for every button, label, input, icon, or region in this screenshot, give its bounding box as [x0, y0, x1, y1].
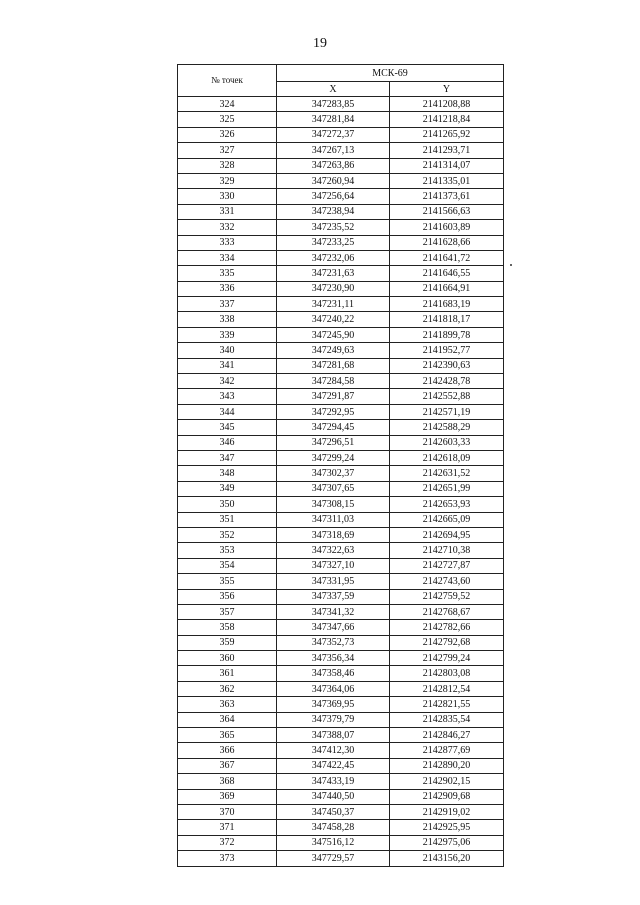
y-coordinate-cell: 2141952,77 — [390, 343, 504, 358]
y-coordinate-cell: 2141373,61 — [390, 189, 504, 204]
point-number-cell: 339 — [178, 327, 277, 342]
x-coordinate-cell: 347327,10 — [277, 558, 390, 573]
point-number-cell: 373 — [178, 851, 277, 866]
x-coordinate-cell: 347260,94 — [277, 173, 390, 188]
y-coordinate-cell: 2142653,93 — [390, 497, 504, 512]
table-row — [178, 435, 504, 450]
table-row — [178, 681, 504, 696]
y-coordinate-cell: 2142768,67 — [390, 604, 504, 619]
point-number-cell: 364 — [178, 712, 277, 727]
x-coordinate-cell: 347412,30 — [277, 743, 390, 758]
y-coordinate-cell: 2141293,71 — [390, 143, 504, 158]
scan-speck — [510, 264, 512, 266]
table-row — [178, 374, 504, 389]
y-coordinate-cell: 2142727,87 — [390, 558, 504, 573]
table-row — [178, 158, 504, 173]
x-coordinate-cell: 347337,59 — [277, 589, 390, 604]
point-number-cell: 345 — [178, 420, 277, 435]
header-point-number: № точек — [178, 65, 277, 97]
coordinates-table — [177, 64, 504, 867]
x-coordinate-cell: 347245,90 — [277, 327, 390, 342]
table-row — [178, 112, 504, 127]
y-coordinate-cell: 2141335,01 — [390, 173, 504, 188]
x-coordinate-cell: 347299,24 — [277, 450, 390, 465]
point-number-cell: 366 — [178, 743, 277, 758]
x-coordinate-cell: 347356,34 — [277, 651, 390, 666]
table-row — [178, 851, 504, 866]
x-coordinate-cell: 347267,13 — [277, 143, 390, 158]
point-number-cell: 351 — [178, 512, 277, 527]
point-number-cell: 367 — [178, 758, 277, 773]
table-row — [178, 127, 504, 142]
y-coordinate-cell: 2142803,08 — [390, 666, 504, 681]
table-body — [178, 97, 504, 867]
table-row — [178, 712, 504, 727]
table-row — [178, 204, 504, 219]
x-coordinate-cell: 347358,46 — [277, 666, 390, 681]
point-number-cell: 336 — [178, 281, 277, 296]
x-coordinate-cell: 347341,32 — [277, 604, 390, 619]
x-coordinate-cell: 347433,19 — [277, 774, 390, 789]
table-row — [178, 220, 504, 235]
y-coordinate-cell: 2142552,88 — [390, 389, 504, 404]
table-row — [178, 635, 504, 650]
point-number-cell: 332 — [178, 220, 277, 235]
x-coordinate-cell: 347272,37 — [277, 127, 390, 142]
y-coordinate-cell: 2141218,84 — [390, 112, 504, 127]
x-coordinate-cell: 347379,79 — [277, 712, 390, 727]
y-coordinate-cell: 2142390,63 — [390, 358, 504, 373]
table-row — [178, 774, 504, 789]
table-row — [178, 266, 504, 281]
x-coordinate-cell: 347292,95 — [277, 404, 390, 419]
y-coordinate-cell: 2142759,52 — [390, 589, 504, 604]
point-number-cell: 330 — [178, 189, 277, 204]
point-number-cell: 359 — [178, 635, 277, 650]
y-coordinate-cell: 2142902,15 — [390, 774, 504, 789]
y-coordinate-cell: 2141818,17 — [390, 312, 504, 327]
point-number-cell: 360 — [178, 651, 277, 666]
y-coordinate-cell: 2142665,09 — [390, 512, 504, 527]
y-coordinate-cell: 2142890,20 — [390, 758, 504, 773]
point-number-cell: 361 — [178, 666, 277, 681]
point-number-cell: 371 — [178, 820, 277, 835]
point-number-cell: 355 — [178, 574, 277, 589]
x-coordinate-cell: 347318,69 — [277, 527, 390, 542]
x-coordinate-cell: 347308,15 — [277, 497, 390, 512]
point-number-cell: 349 — [178, 481, 277, 496]
table-row — [178, 420, 504, 435]
x-coordinate-cell: 347296,51 — [277, 435, 390, 450]
x-coordinate-cell: 347450,37 — [277, 804, 390, 819]
point-number-cell: 341 — [178, 358, 277, 373]
table-header — [178, 65, 504, 97]
point-number-cell: 356 — [178, 589, 277, 604]
point-number-cell: 329 — [178, 173, 277, 188]
table-row — [178, 358, 504, 373]
y-coordinate-cell: 2142925,95 — [390, 820, 504, 835]
table-row — [178, 497, 504, 512]
x-coordinate-cell: 347249,63 — [277, 343, 390, 358]
x-coordinate-cell: 347281,68 — [277, 358, 390, 373]
x-coordinate-cell: 347331,95 — [277, 574, 390, 589]
point-number-cell: 337 — [178, 297, 277, 312]
x-coordinate-cell: 347347,66 — [277, 620, 390, 635]
x-coordinate-cell: 347281,84 — [277, 112, 390, 127]
point-number-cell: 346 — [178, 435, 277, 450]
table-row — [178, 804, 504, 819]
table-row — [178, 543, 504, 558]
table-row — [178, 281, 504, 296]
point-number-cell: 343 — [178, 389, 277, 404]
table-row — [178, 327, 504, 342]
point-number-cell: 335 — [178, 266, 277, 281]
point-number-cell: 357 — [178, 604, 277, 619]
table-row — [178, 651, 504, 666]
y-coordinate-cell: 2142603,33 — [390, 435, 504, 450]
x-coordinate-cell: 347231,63 — [277, 266, 390, 281]
table-row — [178, 481, 504, 496]
point-number-cell: 348 — [178, 466, 277, 481]
y-coordinate-cell: 2142919,02 — [390, 804, 504, 819]
point-number-cell: 327 — [178, 143, 277, 158]
y-coordinate-cell: 2141628,66 — [390, 235, 504, 250]
y-coordinate-cell: 2142571,19 — [390, 404, 504, 419]
point-number-cell: 328 — [178, 158, 277, 173]
table-row — [178, 574, 504, 589]
table-row — [178, 312, 504, 327]
table-row — [178, 512, 504, 527]
table-row — [178, 97, 504, 112]
x-coordinate-cell: 347352,73 — [277, 635, 390, 650]
point-number-cell: 368 — [178, 774, 277, 789]
point-number-cell: 342 — [178, 374, 277, 389]
table-row — [178, 589, 504, 604]
y-coordinate-cell: 2142835,54 — [390, 712, 504, 727]
table-row — [178, 235, 504, 250]
x-coordinate-cell: 347284,58 — [277, 374, 390, 389]
point-number-cell: 338 — [178, 312, 277, 327]
y-coordinate-cell: 2142694,95 — [390, 527, 504, 542]
point-number-cell: 350 — [178, 497, 277, 512]
table-row — [178, 789, 504, 804]
point-number-cell: 370 — [178, 804, 277, 819]
x-coordinate-cell: 347729,57 — [277, 851, 390, 866]
x-coordinate-cell: 347283,85 — [277, 97, 390, 112]
point-number-cell: 358 — [178, 620, 277, 635]
x-coordinate-cell: 347388,07 — [277, 728, 390, 743]
table-row — [178, 743, 504, 758]
x-coordinate-cell: 347240,22 — [277, 312, 390, 327]
y-coordinate-cell: 2142792,68 — [390, 635, 504, 650]
y-coordinate-cell: 2141265,92 — [390, 127, 504, 142]
y-coordinate-cell: 2141208,88 — [390, 97, 504, 112]
y-coordinate-cell: 2141566,63 — [390, 204, 504, 219]
table-row — [178, 343, 504, 358]
y-coordinate-cell: 2142909,68 — [390, 789, 504, 804]
table-row — [178, 527, 504, 542]
y-coordinate-cell: 2141641,72 — [390, 250, 504, 265]
point-number-cell: 334 — [178, 250, 277, 265]
table-row — [178, 820, 504, 835]
point-number-cell: 369 — [178, 789, 277, 804]
table-row — [178, 620, 504, 635]
point-number-cell: 344 — [178, 404, 277, 419]
x-coordinate-cell: 347322,63 — [277, 543, 390, 558]
point-number-cell: 354 — [178, 558, 277, 573]
x-coordinate-cell: 347307,65 — [277, 481, 390, 496]
x-coordinate-cell: 347458,28 — [277, 820, 390, 835]
y-coordinate-cell: 2142588,29 — [390, 420, 504, 435]
y-coordinate-cell: 2142710,38 — [390, 543, 504, 558]
table-row — [178, 450, 504, 465]
y-coordinate-cell: 2142877,69 — [390, 743, 504, 758]
table-row — [178, 466, 504, 481]
x-coordinate-cell: 347230,90 — [277, 281, 390, 296]
page-number: 19 — [313, 36, 327, 51]
x-coordinate-cell: 347238,94 — [277, 204, 390, 219]
point-number-cell: 352 — [178, 527, 277, 542]
point-number-cell: 363 — [178, 697, 277, 712]
x-coordinate-cell: 347440,50 — [277, 789, 390, 804]
y-coordinate-cell: 2141603,89 — [390, 220, 504, 235]
y-coordinate-cell: 2142428,78 — [390, 374, 504, 389]
table-row — [178, 297, 504, 312]
point-number-cell: 353 — [178, 543, 277, 558]
point-number-cell: 340 — [178, 343, 277, 358]
x-coordinate-cell: 347231,11 — [277, 297, 390, 312]
table-row — [178, 666, 504, 681]
table-row — [178, 835, 504, 850]
y-coordinate-cell: 2143156,20 — [390, 851, 504, 866]
x-coordinate-cell: 347235,52 — [277, 220, 390, 235]
y-coordinate-cell: 2142975,06 — [390, 835, 504, 850]
table-row — [178, 604, 504, 619]
y-coordinate-cell: 2142618,09 — [390, 450, 504, 465]
x-coordinate-cell: 347369,95 — [277, 697, 390, 712]
table-row — [178, 404, 504, 419]
x-coordinate-cell: 347232,06 — [277, 250, 390, 265]
point-number-cell: 347 — [178, 450, 277, 465]
y-coordinate-cell: 2142846,27 — [390, 728, 504, 743]
y-coordinate-cell: 2141683,19 — [390, 297, 504, 312]
y-coordinate-cell: 2142821,55 — [390, 697, 504, 712]
x-coordinate-cell: 347516,12 — [277, 835, 390, 850]
x-coordinate-cell: 347364,06 — [277, 681, 390, 696]
x-coordinate-cell: 347422,45 — [277, 758, 390, 773]
y-coordinate-cell: 2142631,52 — [390, 466, 504, 481]
table-row — [178, 758, 504, 773]
header-coordinate-system: МСК-69 — [277, 65, 504, 82]
point-number-cell: 365 — [178, 728, 277, 743]
y-coordinate-cell: 2141664,91 — [390, 281, 504, 296]
x-coordinate-cell: 347256,64 — [277, 189, 390, 204]
y-coordinate-cell: 2141899,78 — [390, 327, 504, 342]
point-number-cell: 325 — [178, 112, 277, 127]
point-number-cell: 331 — [178, 204, 277, 219]
y-coordinate-cell: 2142651,99 — [390, 481, 504, 496]
header-y: Y — [390, 82, 504, 97]
x-coordinate-cell: 347263,86 — [277, 158, 390, 173]
point-number-cell: 362 — [178, 681, 277, 696]
table-row — [178, 728, 504, 743]
table-row — [178, 250, 504, 265]
table-row — [178, 189, 504, 204]
table-row — [178, 143, 504, 158]
y-coordinate-cell: 2142743,60 — [390, 574, 504, 589]
point-number-cell: 372 — [178, 835, 277, 850]
x-coordinate-cell: 347302,37 — [277, 466, 390, 481]
header-x: X — [277, 82, 390, 97]
x-coordinate-cell: 347294,45 — [277, 420, 390, 435]
y-coordinate-cell: 2142782,66 — [390, 620, 504, 635]
y-coordinate-cell: 2141646,55 — [390, 266, 504, 281]
y-coordinate-cell: 2142799,24 — [390, 651, 504, 666]
point-number-cell: 324 — [178, 97, 277, 112]
y-coordinate-cell: 2142812,54 — [390, 681, 504, 696]
point-number-cell: 326 — [178, 127, 277, 142]
x-coordinate-cell: 347311,03 — [277, 512, 390, 527]
table-row — [178, 173, 504, 188]
x-coordinate-cell: 347233,25 — [277, 235, 390, 250]
y-coordinate-cell: 2141314,07 — [390, 158, 504, 173]
x-coordinate-cell: 347291,87 — [277, 389, 390, 404]
table-row — [178, 697, 504, 712]
table-row — [178, 389, 504, 404]
point-number-cell: 333 — [178, 235, 277, 250]
table-row — [178, 558, 504, 573]
